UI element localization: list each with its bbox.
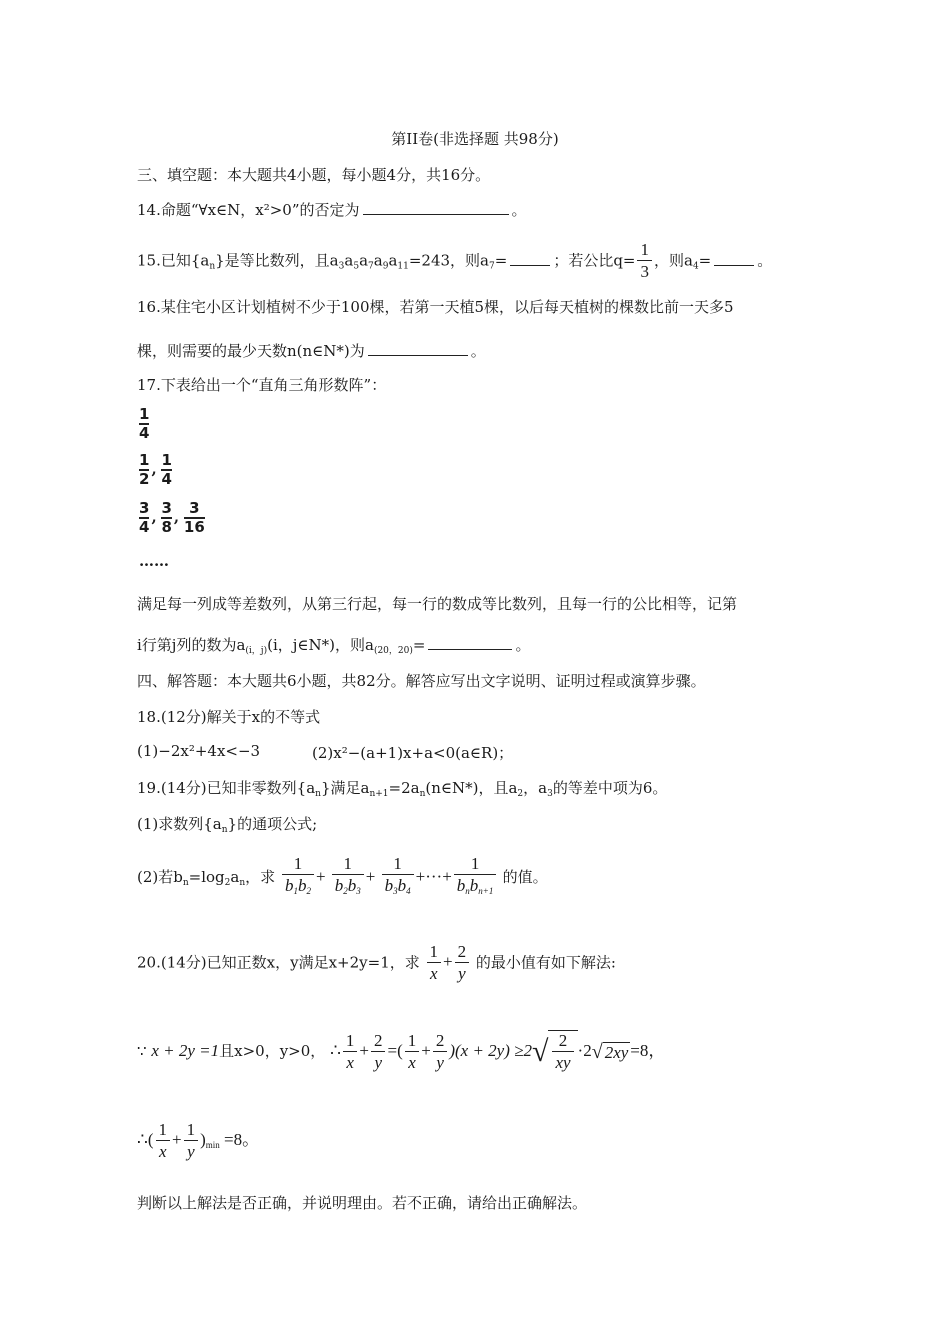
triangle-row-3: $\frac{3}{4}$ , $\frac{3}{8}$ , $\frac{3}{16}$ [139, 499, 205, 536]
part4-heading: 四、解答题：本大题共6小题，共82分。解答应写出文字说明、证明过程或演算步骤。 [137, 672, 706, 690]
sum-term: $\frac{1}{b_2b_3}$ [332, 854, 364, 902]
answer-blank [510, 264, 550, 266]
question-20-conclusion: ∴( $\frac{1}{x}$ + $\frac{1}{y}$ )$_{min} =8$。 [137, 1120, 260, 1161]
triangle-row-1 [139, 406, 151, 442]
answer-blank [714, 264, 754, 266]
question-16-line2: 棵，则需要的最少天数n(n∈N*)为 。 [137, 342, 486, 360]
ratio-fraction: $\frac{1}{3}$ [637, 240, 652, 283]
question-19-title: 19.(14分)已知非零数列$\{a_n\}$满足$a_{n+1}=2a_n(n\in N*)$，且$a_2$，$a_3$的等差中项为6。 [137, 779, 668, 799]
fraction-1-over-x: $\frac{1}{x}$ [427, 942, 442, 985]
question-16-line1: 16.某住宅小区计划植树不少于100棵，若第一天植5棵，以后每天植树的棵数比前一天多5 [137, 298, 734, 316]
answer-blank [368, 354, 468, 356]
answer-blank [428, 648, 512, 650]
triangle-row-2: $\frac{1}{2}$ , $\frac{1}{4}$ [139, 451, 172, 488]
question-19-part2: (2)若$b_n=\log_2a_n$，求 $\frac{1}{b_1b_2}$ + $\frac{1}{b_2b_3}$ + $\frac{1}{b_3b_4}$ +···+ $\frac{1}{b_nb_{n+1}}$ 的值。 [137, 854, 548, 902]
question-17-desc2: i行第j列的数为$a_{(i,j)}(i$，j∈N*)，则$a_{(20,20)}=$ 。 [137, 636, 531, 656]
array-entry: $\frac{1}{2}$ [139, 451, 150, 488]
fraction-2-over-y: $\frac{2}{y}$ [455, 942, 470, 985]
question-20-solution-line: ∵ x + 2y =1且x>0，y>0， ∴ $\frac{1}{x}$ + $\frac{2}{y}$ =( $\frac{1}{x}$ + $\frac{2}{y}$ )(x + 2y) ≥2 √ $\frac{2}{xy}$ ·2 √ 2xy =8， [137, 1030, 666, 1072]
sum-term: $\frac{1}{b_nb_{n+1}}$ [454, 854, 497, 902]
array-entry: $\frac{3}{16}$ [183, 499, 205, 536]
sum-term: $\frac{1}{b_3b_4}$ [382, 854, 414, 902]
answer-blank [363, 213, 509, 215]
question-20-judge: 判断以上解法是否正确，并说明理由。若不正确，请给出正确解法。 [137, 1194, 588, 1212]
array-entry: $\frac{3}{4}$ [139, 499, 150, 536]
question-17-intro: 17.下表给出一个“直角三角形数阵”： [137, 376, 387, 394]
square-root: √ 2xy [591, 1041, 629, 1063]
question-20-title: 20.(14分)已知正数x，y满足x+2y=1，求 $\frac{1}{x}$ + $\frac{2}{y}$ 的最小值有如下解法: [137, 942, 616, 983]
array-entry: $\frac{1}{4}$ [139, 405, 150, 442]
section-title: 第II卷(非选择题 共98分) [391, 130, 559, 148]
array-entry: $\frac{3}{8}$ [161, 499, 172, 536]
array-entry: $\frac{1}{4}$ [161, 451, 172, 488]
question-15: 15.已知$\{a_n\}$是等比数列，且$a_3a_5a_7a_9a_{11}=243$，则$a_7=$ ；若公比q= $\frac{1}{3}$ ，则$a_4=$ 。 [137, 240, 773, 281]
array-ellipsis: …… [139, 552, 169, 570]
question-14: 14.命题“∀x∈N，x²>0”的否定为 。 [137, 201, 527, 219]
square-root: √ $\frac{2}{xy}$ [532, 1030, 578, 1074]
sum-term: $\frac{1}{b_1b_2}$ [282, 854, 314, 902]
question-18-part1: (1)−2x²+4x<−3 [137, 742, 261, 760]
question-17-desc1: 满足每一列成等差数列，从第三行起，每一行的数成等比数列，且每一行的公比相等，记第 [137, 595, 738, 613]
sum-expression: $\frac{1}{b_1b_2}$ + $\frac{1}{b_2b_3}$ + $\frac{1}{b_3b_4}$ +···+ $\frac{1}{b_nb_{n+1}}$ [280, 867, 503, 886]
part3-heading: 三、填空题：本大题共4小题，每小题4分，共16分。 [137, 166, 491, 184]
question-18-title: 18.(12分)解关于x的不等式 [137, 708, 321, 726]
question-18-part2: (2)x²−(a+1)x+a<0(a∈R)； [312, 744, 514, 762]
question-19-part1: (1)求数列$\{a_n\}$的通项公式; [137, 815, 318, 835]
